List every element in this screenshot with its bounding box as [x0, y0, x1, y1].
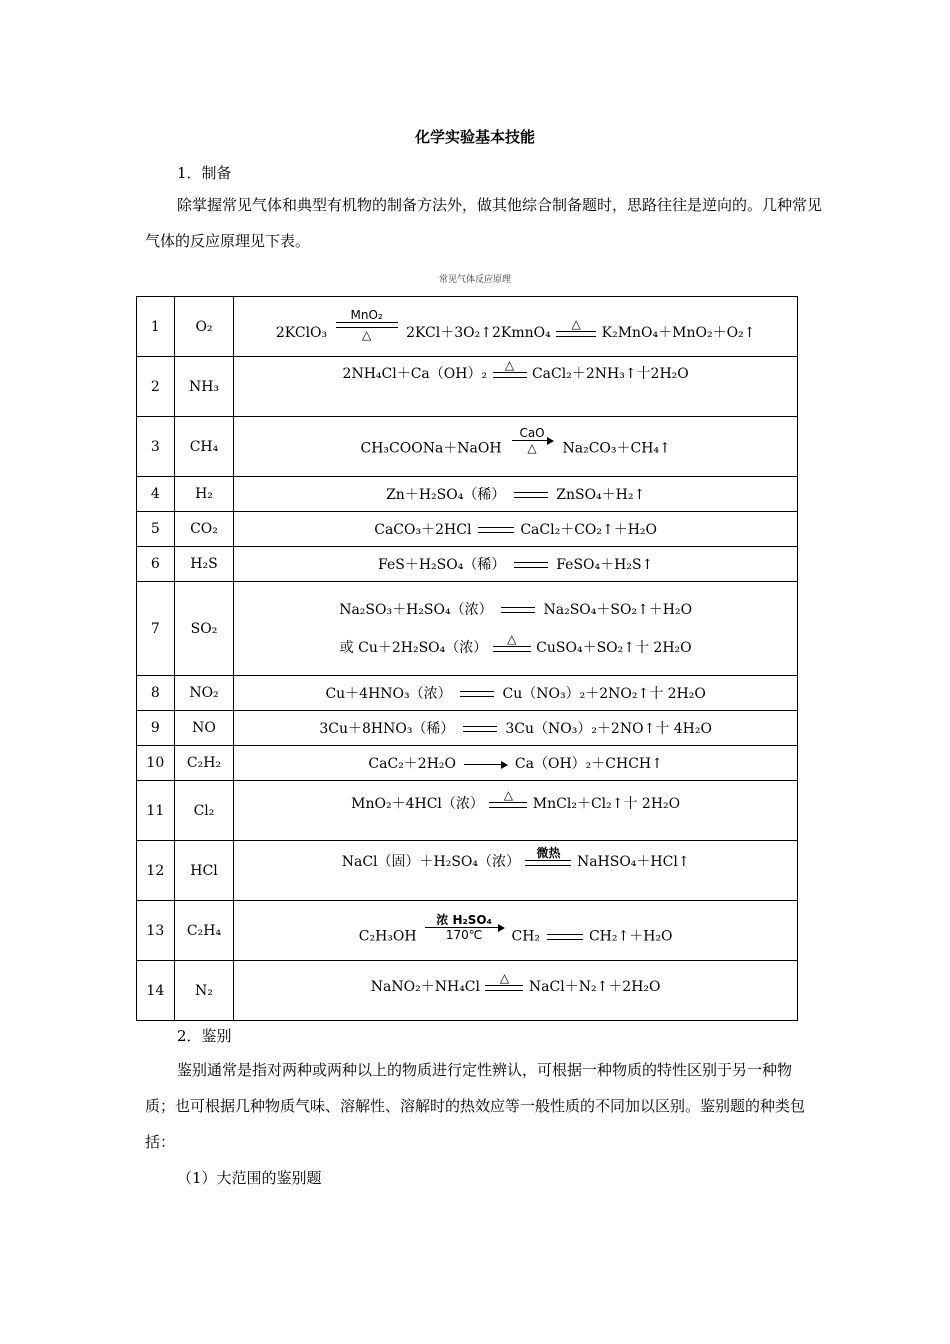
table-row: [137, 841, 798, 901]
reaction-arrow: [512, 426, 552, 455]
row-number: 4: [137, 477, 175, 512]
eq-reactants: NaNO₂＋NH₄Cl: [370, 979, 480, 995]
equals-mark: [463, 726, 497, 732]
heat-symbol: △: [499, 971, 510, 985]
gas-formula: SO₂: [174, 582, 234, 676]
reagent-label: 浓 H₂SO₄: [436, 913, 492, 927]
eq-products: CH₂: [511, 928, 541, 945]
reaction-equation: [234, 901, 798, 961]
row-number: 8: [137, 676, 175, 711]
heat-symbol: △: [504, 358, 515, 372]
eq-reactants: Na₂SO₃＋H₂SO₄（浓）: [339, 601, 493, 618]
equals-mark: [460, 691, 494, 697]
gas-formula: NO₂: [174, 676, 234, 711]
row-number: 12: [137, 841, 175, 901]
row-number: 9: [137, 711, 175, 746]
section-2-paragraph: 鉴别通常是指对两种或两种以上的物质进行定性辨认，可根据一种物质的特性区别于另一种物质；也可根据几种物质气味、溶解性、溶解时的热效应等一般性质的不同加以区别。鉴别题的种类包括：: [145, 1061, 806, 1151]
eq-reactants: 2NH₄Cl＋Ca（OH）₂: [342, 366, 488, 382]
row-number: 2: [137, 357, 175, 417]
table-caption: 常见气体反应原理: [438, 275, 511, 285]
eq-products: 3Cu（NO₃）₂＋2NO↑十 4H₂O: [505, 721, 712, 737]
condition-mark: [489, 788, 527, 808]
eq-products-2: CuSO₄＋SO₂↑十 2H₂O: [536, 639, 692, 656]
equals-mark: [478, 527, 514, 533]
eq-products-2: K₂MnO₄＋MnO₂＋O₂↑: [601, 324, 756, 341]
reaction-equation: [234, 477, 798, 512]
table-row: [137, 477, 798, 512]
row-number: 14: [137, 961, 175, 1021]
gas-formula: CH₄: [174, 417, 234, 477]
page-title: 化学实验基本技能: [414, 128, 535, 146]
reaction-arrow: [425, 913, 503, 942]
table-row: [137, 582, 798, 676]
reaction-arrow: [464, 764, 506, 765]
double-bond-mark: [547, 934, 583, 940]
table-row: [137, 357, 798, 417]
reaction-equation: [234, 357, 798, 417]
row-number: 3: [137, 417, 175, 477]
table-row: [137, 547, 798, 582]
heat-symbol: △: [507, 631, 517, 646]
row-number: 6: [137, 547, 175, 582]
gas-formula: NO: [174, 711, 234, 746]
eq-reactants: Cu＋4HNO₃（浓）: [325, 686, 452, 702]
reaction-equation: [234, 711, 798, 746]
reaction-equation: [234, 297, 798, 357]
gas-formula: CO₂: [174, 512, 234, 547]
heat-symbol: △: [571, 316, 581, 331]
heat-symbol: △: [527, 441, 537, 455]
gas-formula: N₂: [174, 961, 234, 1021]
eq-products: 2KCl＋3O₂↑2KmnO₄: [406, 324, 551, 341]
section-1-heading: 1．制备: [177, 164, 232, 182]
eq-reactants: NaCl（固）＋H₂SO₄（浓）: [341, 854, 521, 870]
section-2-heading: 2．鉴别: [177, 1027, 232, 1045]
eq-products: CaCl₂＋CO₂↑＋H₂O: [520, 522, 658, 538]
gas-formula: H₂: [174, 477, 234, 512]
temperature-label: 170℃: [445, 928, 483, 942]
section-2-item: （1）大范围的鉴别题: [177, 1169, 322, 1187]
eq-products-2: CH₂↑＋H₂O: [588, 928, 673, 945]
table-row: [137, 711, 798, 746]
eq-products: CaCl₂＋2NH₃↑十2H₂O: [531, 366, 689, 382]
eq-reactants: CH₃COONa＋NaOH: [360, 440, 502, 457]
table-row: [137, 297, 798, 357]
catalyst-label: CaO: [519, 426, 545, 440]
equals-mark: [514, 562, 548, 568]
row-number: 1: [137, 297, 175, 357]
reaction-equation: [234, 746, 798, 781]
eq-products: NaHSO₄＋HCl↑: [576, 854, 690, 870]
row-number: 5: [137, 512, 175, 547]
gas-formula: H₂S: [174, 547, 234, 582]
row-number: 7: [137, 582, 175, 676]
condition-label: 微热: [536, 846, 561, 860]
reaction-equation: [234, 841, 798, 901]
eq-reactants: MnO₂＋4HCl（浓）: [351, 796, 484, 812]
table-row: [137, 901, 798, 961]
eq-products: Na₂CO₃＋CH₄↑: [562, 440, 671, 457]
reaction-equation: [234, 417, 798, 477]
eq-products: Cu（NO₃）₂＋2NO₂↑十 2H₂O: [502, 686, 706, 702]
reaction-equation: [234, 512, 798, 547]
condition-mark: [493, 358, 527, 378]
gas-formula: C₂H₂: [174, 746, 234, 781]
condition-mark: [493, 632, 531, 652]
eq-products: MnCl₂＋Cl₂↑十 2H₂O: [532, 796, 681, 812]
section-1-paragraph: 除掌握常见气体和典型有机物的制备方法外，做其他综合制备题时，思路往往是逆向的。几种常见气体的反应原理见下表。: [145, 196, 823, 250]
eq-reactants: C₂H₃OH: [358, 928, 417, 945]
eq-products: ZnSO₄＋H₂↑: [556, 487, 646, 503]
equals-mark: [501, 607, 535, 613]
equals-mark: [514, 492, 548, 498]
row-number: 11: [137, 781, 175, 841]
heat-symbol: △: [361, 327, 372, 342]
condition-mark: [556, 317, 596, 337]
reaction-equation: [234, 582, 798, 676]
gas-formula: HCl: [174, 841, 234, 901]
reaction-equation: [234, 961, 798, 1021]
eq-products: Na₂SO₄＋SO₂↑＋H₂O: [543, 601, 693, 618]
reaction-equation: [234, 781, 798, 841]
condition-mark: [525, 846, 571, 866]
gas-formula: C₂H₄: [174, 901, 234, 961]
table-row: [137, 746, 798, 781]
heat-symbol: △: [503, 788, 513, 802]
catalyst-label: MnO₂: [350, 307, 383, 322]
eq-products: Ca（OH）₂＋CHCH↑: [514, 756, 663, 772]
eq-reactants: 3Cu＋8HNO₃（稀）: [319, 721, 455, 737]
eq-products: NaCl＋N₂↑＋2H₂O: [528, 979, 661, 995]
reaction-table: [136, 296, 798, 1021]
row-number: 13: [137, 901, 175, 961]
eq-reactants: 2KClO₃: [275, 324, 328, 341]
eq-reactants: CaC₂＋2H₂O: [368, 756, 457, 772]
table-row: [137, 512, 798, 547]
table-row: [137, 417, 798, 477]
condition-mark: [336, 308, 398, 342]
gas-formula: Cl₂: [174, 781, 234, 841]
gas-formula: O₂: [174, 297, 234, 357]
reaction-equation: [234, 547, 798, 582]
eq-reactants-2: 或 Cu＋2H₂SO₄（浓）: [339, 639, 488, 656]
gas-formula: NH₃: [174, 357, 234, 417]
table-row: [137, 676, 798, 711]
eq-products: FeSO₄＋H₂S↑: [556, 557, 654, 573]
condition-mark: [485, 971, 523, 991]
table-row: [137, 781, 798, 841]
eq-reactants: FeS＋H₂SO₄（稀）: [378, 557, 506, 573]
eq-reactants: Zn＋H₂SO₄（稀）: [386, 487, 506, 503]
row-number: 10: [137, 746, 175, 781]
eq-reactants: CaCO₃＋2HCl: [374, 522, 472, 538]
reaction-equation: [234, 676, 798, 711]
table-row: [137, 961, 798, 1021]
